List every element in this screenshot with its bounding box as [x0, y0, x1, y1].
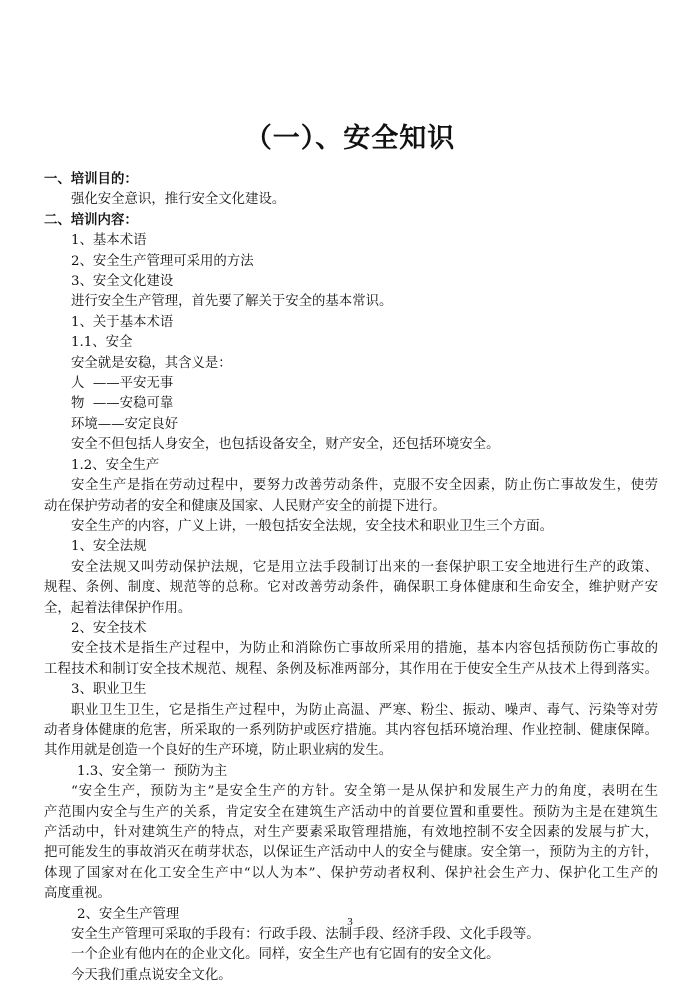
subheading: 2、安全生产管理 [77, 906, 180, 922]
paragraph-line: 高度重视。 [44, 886, 111, 902]
list-item: 2、安全生产管理可采用的方法 [71, 253, 254, 269]
page-title: （一）、安全知识 [244, 123, 456, 154]
paragraph-line: 今天我们重点说安全文化。 [71, 967, 232, 983]
paragraph-line: 规程、条例、制度、规范等的总称。它对改善劳动条件，确保职工身体健康和生命安全，维护财产安 [44, 580, 658, 596]
content-heading: 二、培训内容： [44, 212, 138, 228]
paragraph-line: 安全就是安稳，其含义是： [71, 355, 232, 371]
paragraph-line: 工程技术和制订安全技术规范、规程、条例及标准两部分，其作用在于使安全生产从技术上得到落实。 [44, 661, 658, 677]
page-number: 3 [347, 916, 353, 928]
paragraph-line: 物 ——安稳可靠 [71, 396, 174, 412]
subheading: 3、职业卫生 [71, 682, 147, 698]
list-item: 3、安全文化建设 [71, 274, 174, 290]
paragraph-line: 一个企业有他内在的企业文化。同样，安全生产也有它固有的安全文化。 [71, 947, 500, 963]
list-item: 1、基本术语 [71, 233, 147, 249]
paragraph-line: 动在保护劳动者的安全和健康及国家、人民财产安全的前提下进行。 [44, 498, 446, 514]
purpose-text: 强化安全意识，推行安全文化建设。 [71, 192, 286, 208]
paragraph-line: 其作用就是创造一个良好的生产环境，防止职业病的发生。 [44, 743, 393, 759]
subheading: 1、安全法规 [71, 539, 147, 555]
paragraph-line: 安全生产的内容，广义上讲，一般包括安全法规，安全技术和职业卫生三个方面。 [71, 518, 554, 534]
paragraph-line: 产范围内安全与生产的关系，肯定安全在建筑生产活动中的首要位置和重要性。预防为主是在建筑生 [44, 804, 658, 820]
subheading: 1.3、安全第一 预防为主 [77, 763, 228, 779]
paragraph-line: 职业卫生卫生，它是指生产过程中，为防止高温、严寒、粉尘、振动、噪声、毒气、污染等对劳 [71, 702, 658, 718]
subheading: 1.1、安全 [71, 335, 133, 351]
subheading: 1.2、安全生产 [71, 457, 160, 473]
paragraph-line: 动者身体健康的危害，所采取的一系列防护或医疗措施。其内容包括环境治理、作业控制、健康保障。 [44, 722, 658, 738]
paragraph-line: 安全技术是指生产过程中，为防止和消除伤亡事故所采用的措施，基本内容包括预防伤亡事故的 [71, 641, 658, 657]
paragraph-line: 安全生产是指在劳动过程中，要努力改善劳动条件，克服不安全因素，防止伤亡事故发生，使劳 [71, 478, 658, 494]
subheading: 2、安全技术 [71, 620, 147, 636]
paragraph-line: 安全不但包括人身安全，也包括设备安全，财产安全，还包括环境安全。 [71, 437, 500, 453]
paragraph-line: “安全生产，预防为主”是安全生产的方针。安全第一是从保护和发展生产力的角度，表明在生 [71, 784, 658, 800]
subheading: 1、关于基本术语 [71, 314, 174, 330]
document-body [44, 170, 658, 986]
paragraph-line: 全，起着法律保护作用。 [44, 600, 192, 616]
paragraph-line: 进行安全生产管理，首先要了解关于安全的基本常识。 [71, 294, 393, 310]
purpose-heading: 一、培训目的： [44, 172, 138, 187]
paragraph-line: 人 ——平安无事 [71, 376, 174, 392]
paragraph-line: 环境——安定良好 [71, 416, 179, 432]
paragraph-line: 安全生产管理可采取的手段有：行政手段、法制手段、经济手段、文化手段等。 [71, 927, 540, 943]
paragraph-line: 产活动中，针对建筑生产的特点，对生产要素采取管理措施，有效地控制不安全因素的发展与扩大， [44, 825, 658, 840]
paragraph-line: 体现了国家对在化工安全生产中“以人为本”、保护劳动者权利、保护社会生产力、保护化工生产的 [44, 865, 658, 881]
paragraph-line: 把可能发生的事故消灭在萌芽状态，以保证生产活动中人的安全与健康。安全第一，预防为主的方针， [44, 845, 658, 861]
paragraph-line: 安全法规又叫劳动保护法规，它是用立法手段制订出来的一套保护职工安全地进行生产的政策、 [71, 559, 658, 575]
